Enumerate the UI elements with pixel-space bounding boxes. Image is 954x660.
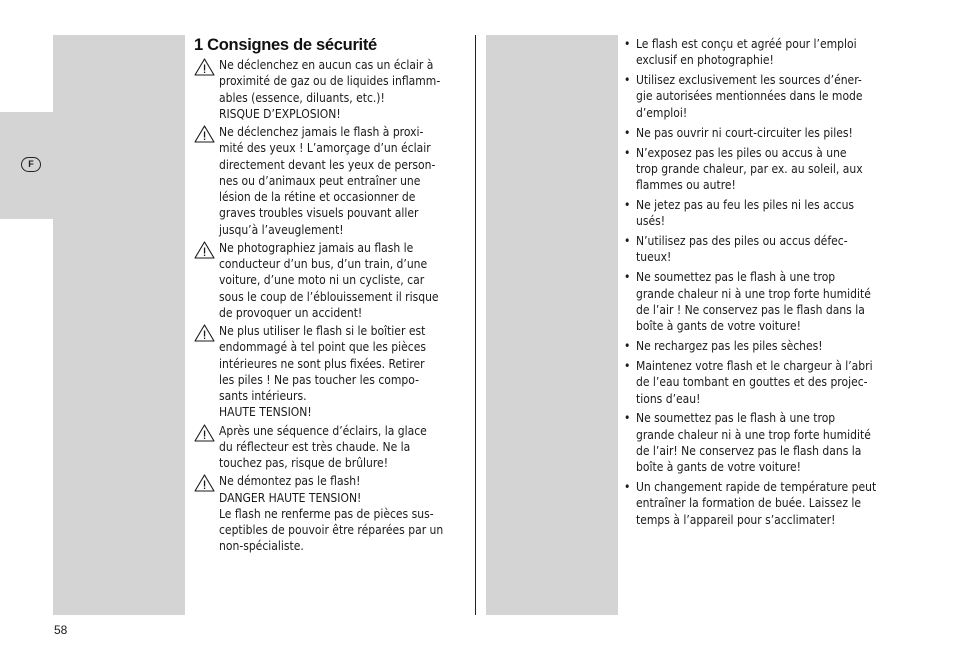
bullet-text-line: de l’eau tombant en gouttes et des projec-: [636, 375, 868, 390]
bullet-item: [624, 479, 904, 528]
bullet-text-line: N’utilisez pas des piles ou accus défec-: [636, 234, 848, 249]
warning-text-line: mité des yeux ! L’amorçage d’un éclair: [219, 141, 431, 156]
bullet-text-line: tions d’eau!: [636, 391, 701, 406]
warning-text-line: ceptibles de pouvoir être réparées par un: [219, 523, 444, 537]
warning-triangle-icon: [194, 125, 215, 143]
warning-text-line: RISQUE D’EXPLOSION!: [219, 106, 341, 121]
warning-text-line: nes ou d’animaux peut entraîner une: [219, 173, 421, 188]
bullet-text-line: Maintenez votre flash et le chargeur à l’abri: [636, 359, 873, 373]
warning-text-line: Ne démontez pas le flash!: [219, 474, 361, 489]
warning-text-line: voiture, d’une moto ni un cycliste, car: [219, 273, 425, 288]
warning-text-line: sants intérieurs.: [219, 389, 307, 403]
bullet-text-line: Le flash est conçu et agréé pour l’emploi: [636, 37, 857, 51]
warning-text-line: ables (essence, diluants, etc.)!: [219, 90, 385, 105]
bullet-dot-icon: •: [624, 270, 631, 285]
bullet-text-line: entraîner la formation de buée. Laissez le: [636, 496, 862, 511]
bullet-item: [624, 338, 904, 354]
bullet-text-line: Ne pas ouvrir ni court-circuiter les piles!: [636, 125, 853, 140]
bullet-dot-icon: •: [624, 359, 631, 373]
bullet-text-line: trop grande chaleur, par ex. au soleil, aux: [636, 161, 863, 176]
bullet-item: [624, 36, 904, 69]
warning-text-line: Ne plus utiliser le flash si le boîtier est: [219, 324, 426, 338]
warning-item: [194, 124, 472, 238]
bullet-dot-icon: •: [624, 234, 631, 249]
bullet-text-line: boîte à gants de votre voiture!: [636, 319, 801, 334]
warning-triangle-icon: [194, 324, 215, 342]
bullet-text-line: de l’air ! Ne conservez pas le flash dans la: [636, 302, 865, 317]
warning-item: [194, 323, 472, 421]
bullet-text-line: de l’air! Ne conservez pas le flash dans la: [636, 443, 862, 458]
bullet-text-line: temps à l’appareil pour s’acclimater!: [636, 512, 836, 527]
safety-bullet-list: [624, 36, 904, 532]
warning-item: [194, 240, 472, 321]
warning-triangle-icon: [194, 474, 215, 492]
right-margin-band: [486, 35, 618, 615]
warning-text-line: Ne déclenchez jamais le flash à proxi-: [219, 125, 424, 139]
bullet-item: [624, 145, 904, 194]
language-badge: F: [21, 157, 41, 172]
bullet-text-line: usés!: [636, 214, 666, 229]
bullet-dot-icon: •: [624, 339, 631, 354]
warning-item: [194, 473, 472, 554]
warning-text-line: de provoquer un accident!: [219, 305, 363, 320]
warning-text-line: Après une séquence d’éclairs, la glace: [219, 423, 427, 438]
warning-text-line: directement devant les yeux de person-: [219, 157, 436, 172]
bullet-item: [624, 72, 904, 121]
warning-text-line: non-spécialiste.: [219, 539, 304, 554]
bullet-dot-icon: •: [624, 145, 631, 160]
bullet-item: [624, 358, 904, 407]
warning-triangle-icon: [194, 241, 215, 259]
warning-text-line: endommagé à tel point que les pièces: [219, 340, 427, 355]
warning-item: [194, 57, 472, 122]
warning-text-line: touchez pas, risque de brûlure!: [219, 456, 389, 470]
bullet-dot-icon: •: [624, 198, 631, 212]
warning-item: [194, 423, 472, 472]
bullet-text-line: tueux!: [636, 250, 672, 265]
bullet-dot-icon: •: [624, 125, 631, 140]
column-divider: [475, 35, 476, 615]
warning-text-line: les piles ! Ne pas toucher les compo-: [219, 372, 419, 387]
warning-text-line: du réflecteur est très chaude. Ne la: [219, 439, 411, 454]
warning-text-line: proximité de gaz ou de liquides inflamm-: [219, 74, 441, 89]
warning-text-line: intérieures ne sont plus fixées. Retirer: [219, 356, 425, 371]
warning-text-line: lésion de la rétine et occasionner de: [219, 190, 416, 204]
bullet-item: [624, 125, 904, 141]
page-title: 1 Consignes de sécurité: [194, 36, 377, 54]
warning-triangle-icon: [194, 58, 215, 76]
bullet-text-line: d’emploi!: [636, 105, 688, 120]
bullet-text-line: N’exposez pas les piles ou accus à une: [636, 145, 847, 160]
warning-text-line: DANGER HAUTE TENSION!: [219, 490, 362, 505]
warning-text-line: conducteur d’un bus, d’un train, d’une: [219, 257, 428, 271]
warning-text-line: Ne déclenchez en aucun cas un éclair à: [219, 58, 434, 72]
bullet-text-line: Ne soumettez pas le flash à une trop: [636, 411, 836, 426]
bullet-text-line: gie autorisées mentionnées dans le mode: [636, 89, 863, 104]
warning-text-line: graves troubles visuels pouvant aller: [219, 206, 419, 221]
bullet-text-line: flammes ou autre!: [636, 178, 736, 193]
bullet-item: [624, 269, 904, 334]
warning-text-line: Le flash ne renferme pas de pièces sus-: [219, 506, 434, 521]
bullet-dot-icon: •: [624, 411, 631, 426]
bullet-text-line: Un changement rapide de température peut: [636, 480, 877, 495]
bullet-text-line: grande chaleur ni à une trop forte humidité: [636, 427, 871, 442]
warning-text-line: jusqu’à l’aveuglement!: [219, 222, 344, 237]
warning-text-line: Ne photographiez jamais au flash le: [219, 240, 414, 255]
bullet-item: [624, 410, 904, 475]
bullet-text-line: boîte à gants de votre voiture!: [636, 460, 801, 475]
page-number: 58: [54, 623, 68, 637]
bullet-dot-icon: •: [624, 73, 631, 88]
warning-list: [194, 57, 472, 557]
bullet-dot-icon: •: [624, 37, 631, 51]
bullet-text-line: Ne soumettez pas le flash à une trop: [636, 270, 836, 285]
warning-text-line: sous le coup de l’éblouissement il risque: [219, 289, 439, 304]
bullet-text-line: Ne rechargez pas les piles sèches!: [636, 339, 823, 354]
warning-text-line: HAUTE TENSION!: [219, 405, 312, 420]
bullet-text-line: Ne jetez pas au feu les piles ni les accus: [636, 198, 855, 212]
bullet-dot-icon: •: [624, 480, 631, 495]
bullet-text-line: grande chaleur ni à une trop forte humidité: [636, 286, 871, 301]
left-margin-band: [53, 35, 185, 615]
warning-triangle-icon: [194, 424, 215, 442]
bullet-text-line: exclusif en photographie!: [636, 53, 774, 68]
bullet-item: [624, 233, 904, 266]
bullet-item: [624, 197, 904, 230]
bullet-text-line: Utilisez exclusivement les sources d’éner-: [636, 73, 862, 88]
